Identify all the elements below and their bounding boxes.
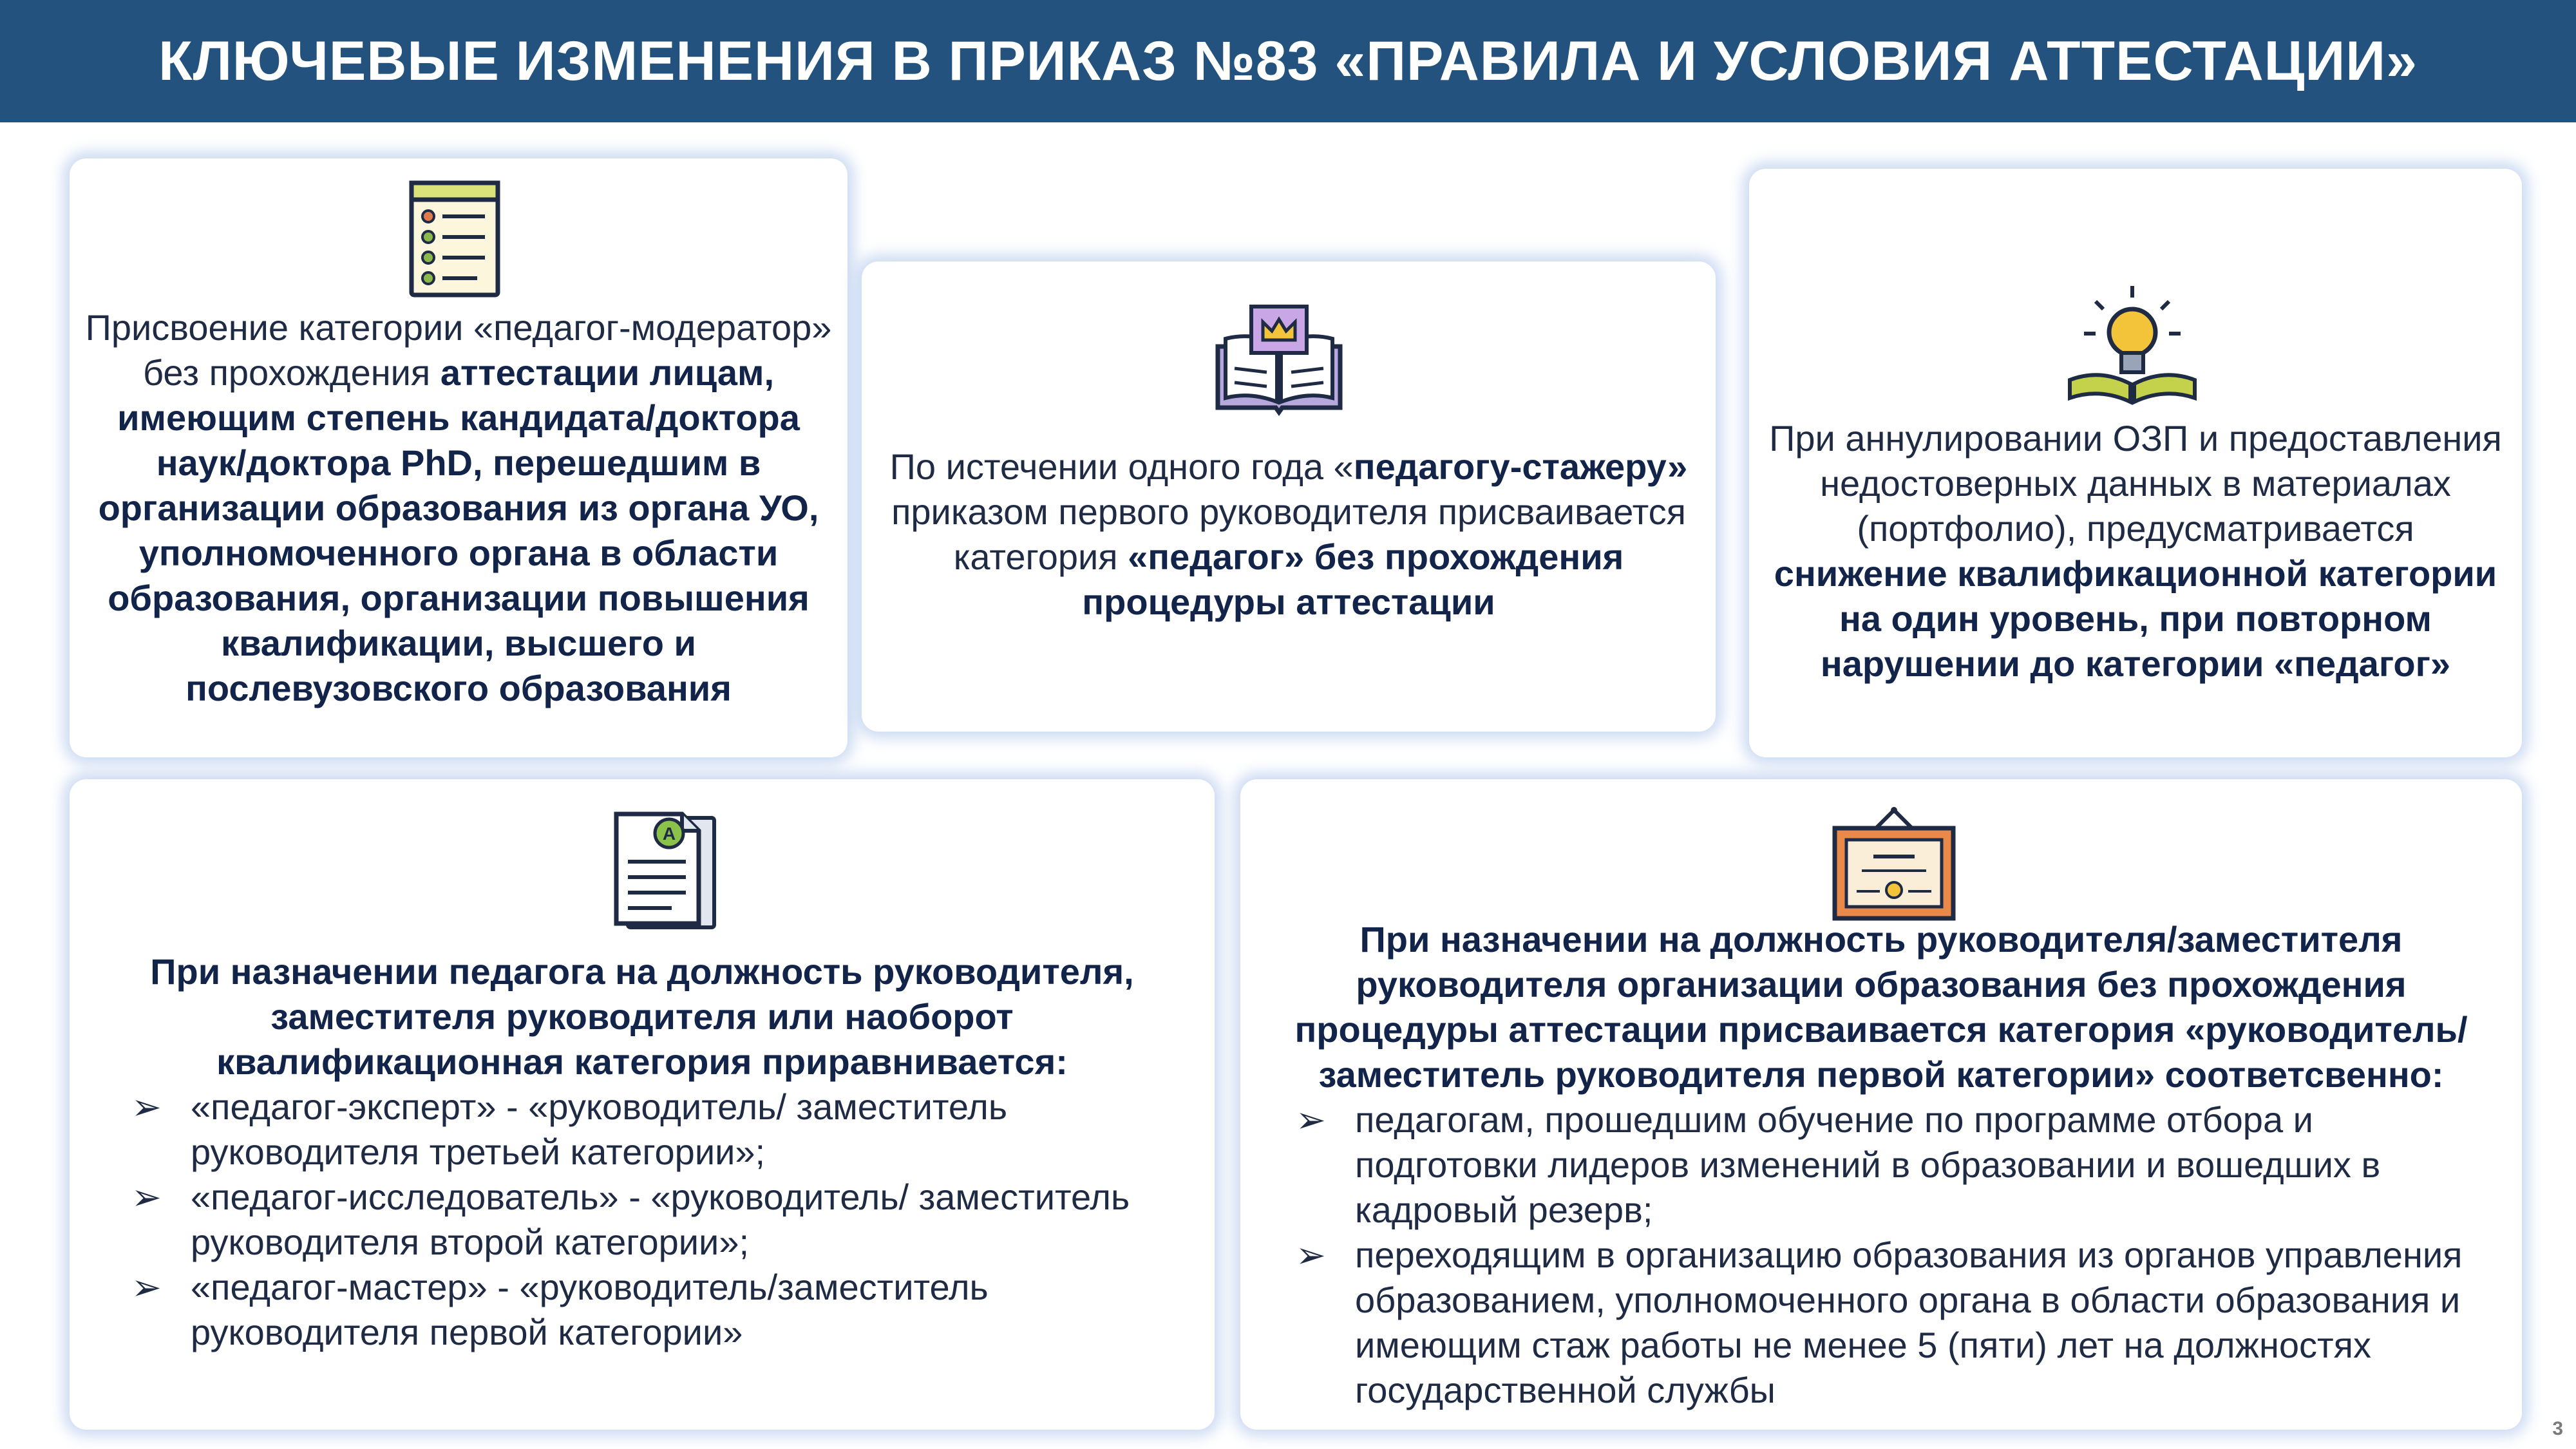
document-grade-icon [610, 808, 723, 934]
book-crown-icon [1211, 301, 1347, 417]
list-item: ➢ «педагог-исследователь» - «руководитель/ заместитель руководителя второй категории»; [131, 1175, 1175, 1265]
card2-text-bold-2: «педагог» без прохождения процедуры аттестации [1082, 536, 1624, 622]
page-title: КЛЮЧЕВЫЕ ИЗМЕНЕНИЯ В ПРИКАЗ №83 «ПРАВИЛА И УСЛОВИЯ АТТЕСТАЦИИ» [158, 30, 2418, 92]
card-intern-category [862, 261, 1716, 732]
card5-heading: При назначении на должность руководителя/заместителя руководителя организации образования без прохождения процедуры аттестации присваивается категория «руководитель/ заместитель руководителя первой категории» соответсвенно: [1294, 919, 2468, 1095]
certificate-frame-icon [1830, 806, 1958, 922]
lightbulb-book-icon [2065, 283, 2200, 406]
card5-list [1296, 1097, 2494, 1413]
page-number: 3 [2552, 1418, 2563, 1439]
card3-text [1766, 416, 2505, 687]
arrow-bullet-icon: ➢ [1296, 1235, 1326, 1275]
list-item: ➢ «педагог-эксперт» - «руководитель/ заместитель руководителя третьей категории»; [131, 1084, 1175, 1175]
card-category-equivalence [70, 779, 1215, 1430]
card4-heading: При назначении педагога на должность руководителя, заместителя руководителя или наоборот квалификационная категория приравнивается: [150, 951, 1134, 1082]
card3-text-normal: При аннулировании ОЗП и предоставления недостоверных данных в материалах (портфолио), предусматривается [1769, 418, 2502, 549]
card-category-downgrade [1749, 169, 2522, 757]
list-item: ➢ переходящим в организацию образования из органов управления образованием, уполномоченного органа в области образования и имеющим стаж работы не менее 5 (пяти) лет на должностях государственной службы [1296, 1233, 2494, 1413]
arrow-bullet-icon: ➢ [131, 1177, 162, 1217]
card1-text-normal: Присвоение категории «педагог-модератор» без прохождения [85, 307, 832, 393]
card-moderator-category [70, 158, 848, 757]
card3-text-bold: снижение квалификационной категории на один уровень, при повторном нарушении до категории «педагог» [1774, 553, 2497, 684]
checklist-icon [406, 178, 503, 300]
arrow-bullet-icon: ➢ [1296, 1099, 1326, 1140]
list-item: ➢ педагогам, прошедшим обучение по программе отбора и подготовки лидеров изменений в образовании и вошедших в кадровый резерв; [1296, 1097, 2494, 1233]
card2-text-normal-1: По истечении одного года « [889, 446, 1354, 487]
card1-text [85, 305, 832, 711]
title-bar [0, 0, 2576, 122]
card2-text-bold-1: педагогу-стажеру» [1353, 446, 1688, 487]
svg-text:A: A [662, 824, 676, 844]
card4-list [131, 1084, 1175, 1355]
list-item: ➢ «педагог-мастер» - «руководитель/заместитель руководителя первой категории» [131, 1265, 1175, 1355]
arrow-bullet-icon: ➢ [131, 1086, 162, 1127]
card2-text-normal-2: приказом первого руководителя присваивается категория [891, 491, 1686, 577]
card2-text [878, 444, 1699, 625]
arrow-bullet-icon: ➢ [131, 1267, 162, 1307]
card-manager-appointment [1240, 779, 2522, 1430]
card1-text-bold: аттестации лицам, имеющим степень кандидата/доктора наук/доктора PhD, перешедшим в организации образования из органа УО, уполномоченного органа в области образования, организации повышения квалификации, высшего и послевузовского образования [98, 352, 819, 708]
